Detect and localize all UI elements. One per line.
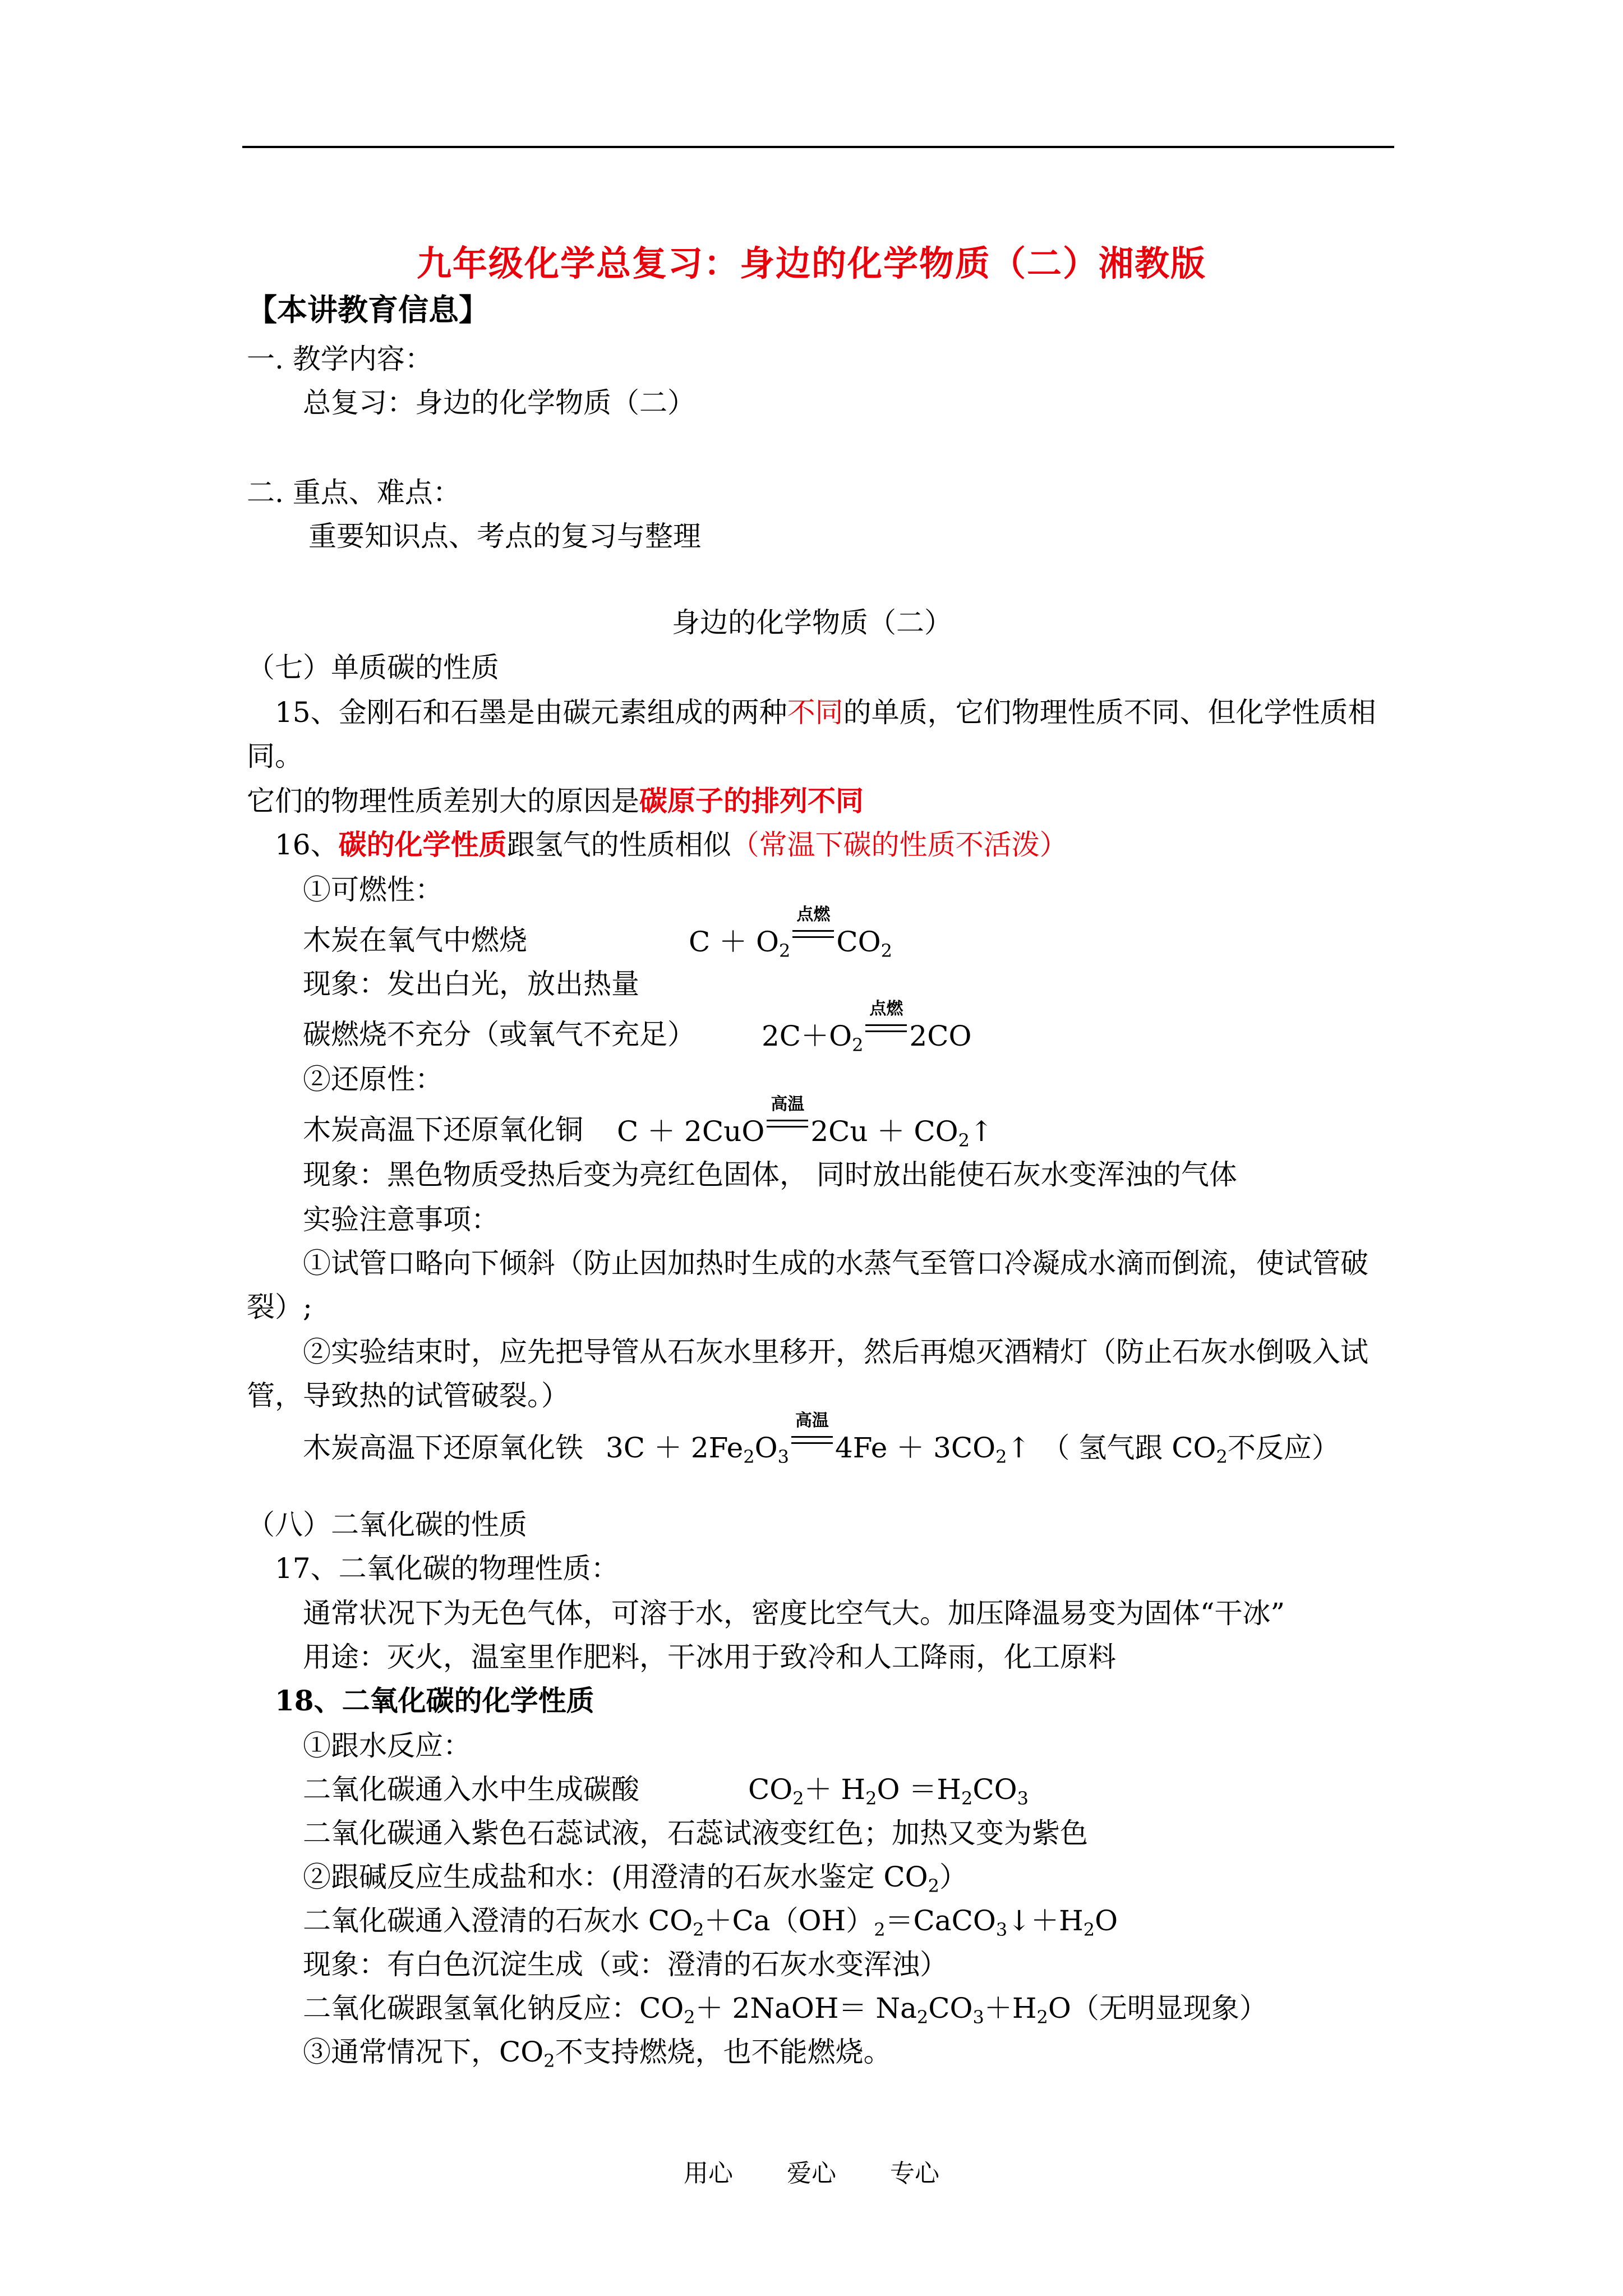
litmus-line: 二氧化碳通入紫色石蕊试液，石蕊试液变红色；加热又变为紫色 — [303, 1817, 1088, 1849]
reason-line — [247, 784, 864, 818]
equation-3: C ＋ 2CuO 高温 $2Cu + CO_2↑$ — [617, 1094, 993, 1151]
carbonic-label: 二氧化碳通入水中生成碳酸 — [303, 1773, 639, 1806]
uses: 用途：灭火，温室里作肥料，干冰用于致冷和人工降雨，化工原料 — [303, 1641, 1116, 1673]
footer-item: 专心 — [890, 2159, 939, 2188]
incomplete-burn-label: 碳燃烧不充分（或氧气不充足） — [303, 1018, 695, 1051]
reaction-condition: 高温 — [764, 1113, 810, 1141]
notes-heading: 实验注意事项： — [303, 1203, 499, 1236]
note-1: ①试管口略向下倾斜（防止因加热时生成的水蒸气至管口冷凝成水滴而倒流，使试管破 — [303, 1247, 1368, 1280]
note-1-continuation: 裂）; — [247, 1291, 312, 1323]
p16-number: 16、 — [275, 829, 339, 861]
lime-water-line: 二氧化碳通入澄清的石灰水 $CO_2+Ca(OH)_2=CaCO_3↓+H_2O$ — [303, 1904, 1118, 1940]
flammable-heading: ①可燃性： — [303, 873, 443, 906]
reason-highlight: 碳原子的排列不同 — [639, 784, 864, 817]
reason-text: 它们的物理性质差别大的原因是 — [247, 785, 639, 817]
naoh-line: 二氧化碳跟氢氧化钠反应：$CO_2+$ 2NaOH＝ $Na_2CO_3+H_2O$（无明显现象） — [303, 1992, 1267, 2028]
p15-continuation: 同。 — [247, 740, 303, 772]
footer-item: 爱心 — [787, 2159, 836, 2188]
note-2: ②实验结束时，应先把导管从石灰水里移开，然后再熄灭酒精灯（防止石灰水倒吸入试 — [303, 1336, 1368, 1368]
header-rule — [242, 146, 1394, 148]
note-2-continuation: 管，导致热的试管破裂。） — [247, 1379, 569, 1412]
phenomenon-2: 现象：黑色物质受热后变为亮红色固体， 同时放出能使石灰水变浑浊的气体 — [303, 1158, 1237, 1191]
p16-highlight: 碳的化学性质 — [338, 828, 507, 861]
p15-line — [275, 696, 1376, 729]
p18-heading: 18、二氧化碳的化学性质 — [275, 1684, 594, 1717]
section1-body: 总复习：身边的化学物质（二） — [303, 386, 695, 419]
reducing-heading: ②还原性： — [303, 1063, 443, 1096]
p15-text-b: 的单质，它们物理性质不同、但化学性质相 — [843, 696, 1376, 729]
page-title: 九年级化学总复习：身边的化学物质（二）湘教版 — [416, 243, 1206, 284]
phenomenon-1: 现象：发出白光，放出热量 — [303, 968, 639, 1000]
part8-heading: （八）二氧化碳的性质 — [247, 1508, 527, 1541]
section2-heading: 二. 重点、难点： — [247, 476, 461, 509]
reduce-cuo-label: 木炭高温下还原氧化铜 — [303, 1114, 583, 1146]
alkali-line: ②跟碱反应生成盐和水：(用澄清的石灰水鉴定 $CO_2$） — [303, 1861, 968, 1897]
combustion-line: ③通常情况下，$CO_2$不支持燃烧，也不能燃烧。 — [303, 2036, 892, 2072]
physical-properties: 通常状况下为无色气体，可溶于水，密度比空气大。加压降温易变为固体“干冰” — [303, 1597, 1285, 1630]
page-footer — [0, 2153, 1623, 2189]
p17-heading: 17、二氧化碳的物理性质： — [275, 1552, 619, 1585]
reaction-condition: 高温 — [789, 1429, 835, 1457]
water-react-heading: ①跟水反应： — [303, 1729, 471, 1762]
p15-highlight: 不同 — [787, 696, 843, 729]
charcoal-burn-label: 木炭在氧气中燃烧 — [303, 924, 527, 956]
equation-4-line: 木炭高温下还原氧化铁 $3C + 2Fe_2O_3$ 高温 $4Fe + 3CO_2↑$ （ 氢气跟 $CO_2$不反应） — [303, 1411, 1340, 1467]
p16-note: （常温下碳的性质不活泼） — [731, 829, 1068, 861]
equation-2: $2C+O_2$ 点燃 2CO — [762, 999, 972, 1056]
section2-body: 重要知识点、考点的复习与整理 — [308, 520, 701, 553]
part7-heading: （七）单质碳的性质 — [247, 651, 499, 684]
equation-1: $C + O_2$ 点燃 $CO_2$ — [689, 905, 893, 961]
p15-text-a: 15、金刚石和石墨是由碳元素组成的两种 — [275, 696, 787, 729]
p16-text: 跟氢气的性质相似 — [506, 829, 731, 861]
reaction-condition: 点燃 — [790, 923, 836, 951]
phenomenon-3: 现象：有白色沉淀生成（或：澄清的石灰水变浑浊） — [303, 1948, 948, 1981]
reduce-fe-label: 木炭高温下还原氧化铁 — [303, 1432, 583, 1464]
p16-line — [275, 828, 1068, 862]
reaction-condition: 点燃 — [863, 1018, 909, 1046]
center-heading: 身边的化学物质（二） — [672, 606, 952, 639]
footer-item: 用心 — [684, 2159, 733, 2188]
section1-heading: 一. 教学内容： — [247, 343, 433, 375]
equation-5: $CO_2+ H_2O =H_2CO_3$ — [748, 1773, 1029, 1809]
info-heading: 【本讲教育信息】 — [247, 292, 489, 328]
